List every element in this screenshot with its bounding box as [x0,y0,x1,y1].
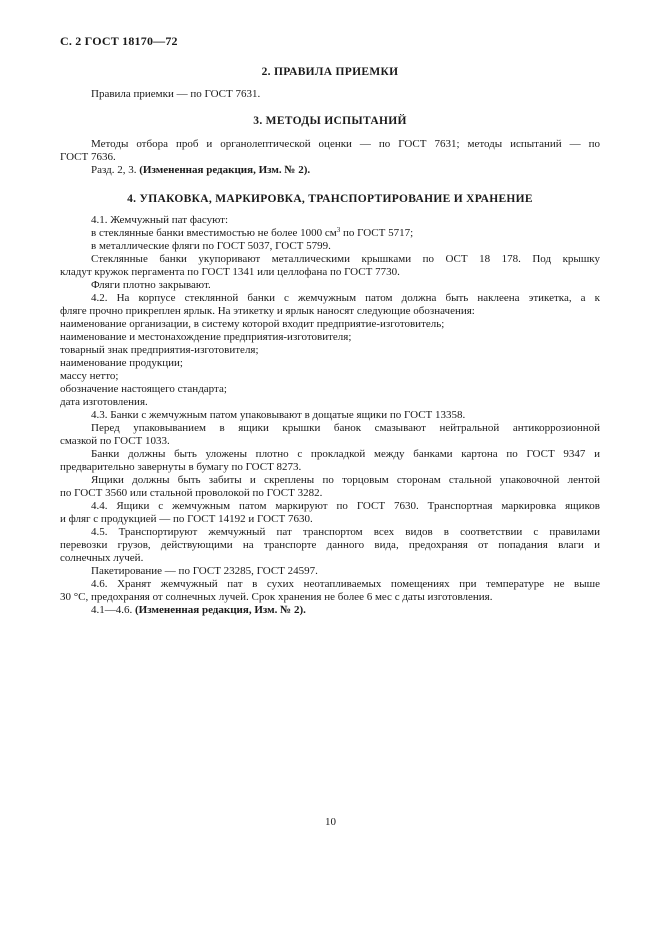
section-2-text: Правила приемки — по ГОСТ 7631. [91,88,261,100]
para-line: перевозки грузов, действующими на транспорте данного вида, предохраняя от попадания влаги и [60,539,600,551]
note-prefix: Разд. 2, 3. [91,164,140,176]
list-item: наименование и местонахождение предприятия-изготовителя; [60,331,352,343]
para-4-3: 4.3. Банки с жемчужным патом упаковывают в дощатые ящики по ГОСТ 13358. [91,409,466,421]
section-2-title: 2. ПРАВИЛА ПРИЕМКИ [261,66,399,78]
section-4-amendment-note [91,604,306,616]
note-prefix: 4.1—4.6. [91,604,135,616]
para-line: Пакетирование — по ГОСТ 23285, ГОСТ 24597. [91,565,318,577]
para-line: Перед упаковыванием в ящики крышки банок смазывают нейтральной антикоррозионной [91,422,600,434]
list-item: наименование продукции; [60,357,183,369]
para-line: предварительно завернуты в бумагу по ГОСТ 8273. [60,461,302,473]
para-4-6: 4.6. Хранят жемчужный пат в сухих неотапливаемых помещениях при температуре не выше [91,578,600,590]
para-line: в стеклянные банки вместимостью не более 1000 $см^3$ по ГОСТ 5717; [91,226,414,239]
list-item: дата изготовления. [60,396,148,408]
section-3-amendment-note [91,164,310,176]
page-header: С. 2 ГОСТ 18170—72 [60,34,178,48]
para-line: Банки должны быть уложены плотно с прокладкой между банками картона по ГОСТ 9347 и [91,448,600,460]
list-item: наименование организации, в систему которой входит предприятие-изготовитель; [60,318,445,330]
para-line: Стеклянные банки укупоривают металлическими крышками по ОСТ 18 178. Под крышку [91,253,600,265]
para-4-4: 4.4. Ящики с жемчужным патом маркируют по ГОСТ 7630. Транспортная маркировка ящиков [91,500,600,512]
para-line: Фляги плотно закрывают. [91,279,211,291]
para-line: кладут кружок пергамента по ГОСТ 1341 или целлофана по ГОСТ 7730. [60,266,400,278]
para-line: по ГОСТ 3560 или стальной проволокой по ГОСТ 3282. [60,487,323,499]
section-4-title: 4. УПАКОВКА, МАРКИРОВКА, ТРАНСПОРТИРОВАНИЕ И ХРАНЕНИЕ [127,193,533,205]
section-3-line-2: ГОСТ 7636. [60,151,116,163]
para-line: фляге прочно прикреплен ярлык. На этикетку и ярлык наносят следующие обозначения: [60,305,475,317]
para-line: смазкой по ГОСТ 1033. [60,435,170,447]
list-item: товарный знак предприятия-изготовителя; [60,344,259,356]
para-4-5: 4.5. Транспортируют жемчужный пат транспортом всех видов в соответствии с правилами [91,526,600,538]
note-bold: (Измененная редакция, Изм. № 2). [139,164,311,176]
para-line: и фляг с продукцией — по ГОСТ 14192 и ГОСТ 7630. [60,513,313,525]
para-line: 30 °С, предохраняя от солнечных лучей. Срок хранения не более 6 мес с даты изготовления. [60,591,493,603]
list-item: обозначение настоящего стандарта; [60,383,227,395]
section-3-title: 3. МЕТОДЫ ИСПЫТАНИЙ [253,115,407,127]
para-4-2: 4.2. На корпусе стеклянной банки с жемчужным патом должна быть наклеена этикетка, а к [91,292,600,304]
para-line: в металлические фляги по ГОСТ 5037, ГОСТ 5799. [91,240,331,252]
para-4-1: 4.1. Жемчужный пат фасуют: [91,214,229,226]
para-line: Ящики должны быть забиты и скреплены по торцовым сторонам стальной упаковочной лентой [91,474,600,486]
note-bold: (Измененная редакция, Изм. № 2). [135,604,306,616]
para-line: солнечных лучей. [60,552,144,564]
section-3-line-1: Методы отбора проб и органолептической оценки — по ГОСТ 7631; методы испытаний — по [91,138,600,150]
list-item: массу нетто; [60,370,119,382]
page-number: 10 [325,816,336,828]
